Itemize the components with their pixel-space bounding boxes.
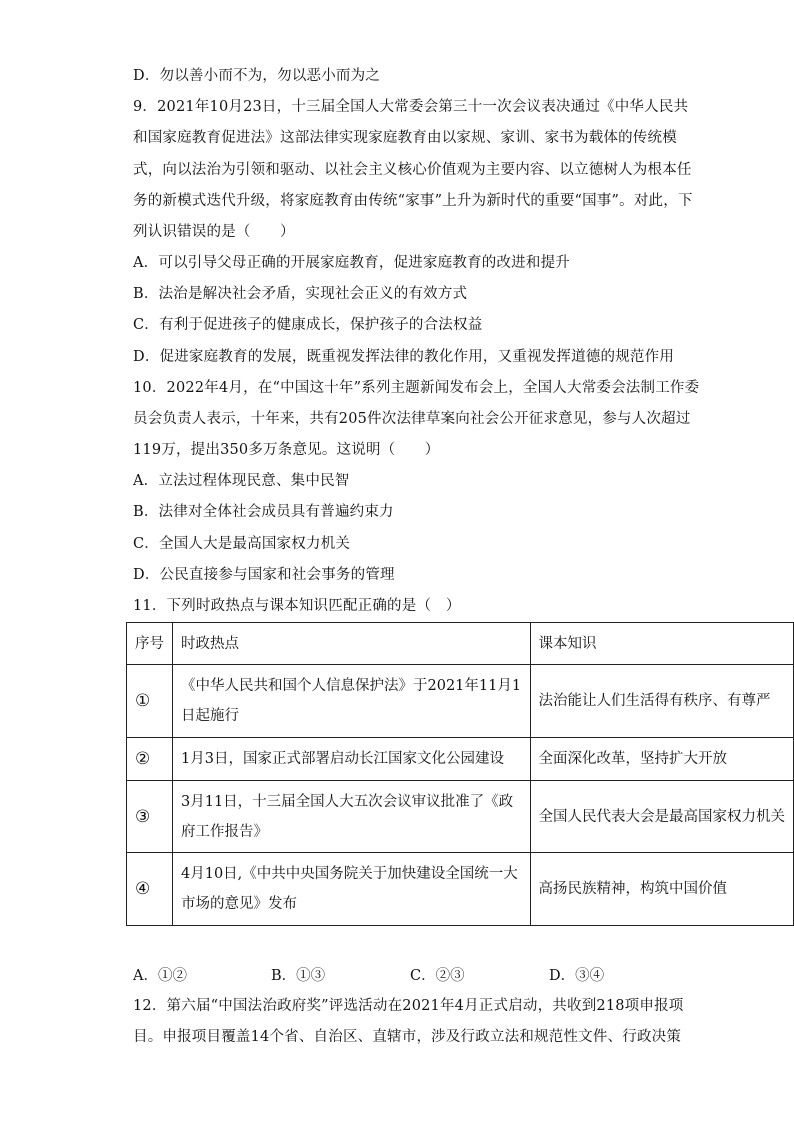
row-knowledge: 全国人民代表大会是最高国家权力机关 [530,781,794,853]
row-knowledge: 法治能让人们生活得有秩序、有尊严 [530,665,794,738]
header-event: 时政热点 [173,623,531,665]
table-header-row [127,623,794,665]
q9-option-b: B．法治是解决社会矛盾，实现社会正义的有效方式 [133,286,468,302]
q9-stem-line: 务的新模式迭代升级，将家庭教育由传统“家事”上升为新时代的重要“国事”。对此，下 [133,193,693,209]
table-row [127,665,794,738]
table-row [127,738,794,781]
q10-option-a: A．立法过程体现民意、集中民智 [133,473,350,489]
q9-stem-line: 和国家庭教育促进法》这部法律实现家庭教育由以家规、家训、家书为载体的传统模 [133,130,677,146]
q12-stem-line: 目。申报项目覆盖14个省、自治区、直辖市，涉及行政立法和规范性文件、行政决策 [133,1029,682,1045]
q11-option-a: A．①② [133,968,187,984]
q9-option-a: A．可以引导父母正确的开展家庭教育，促进家庭教育的改进和提升 [133,255,570,271]
q12-stem-line: 12．第六届“中国法治政府奖”评选活动在2021年4月正式启动，共收到218项申报项 [133,998,684,1014]
q10-stem-line: 10．2022年4月，在“中国这十年”系列主题新闻发布会上，全国人大常委会法制工作委 [133,380,700,396]
table-row [127,781,794,853]
table-row [127,853,794,926]
row-knowledge: 全面深化改革，坚持扩大开放 [530,738,794,781]
q11-table [126,622,794,926]
q10-option-b: B．法律对全体社会成员具有普遍约束力 [133,504,394,520]
q11-option-b: B．①③ [271,968,326,984]
row-event: 1月3日，国家正式部署启动长江国家文化公园建设 [173,738,531,781]
q9-option-d: D．促进家庭教育的发展，既重视发挥法律的教化作用，又重视发挥道德的规范作用 [133,349,675,365]
q9-stem-line: 9．2021年10月23日，十三届全国人大常委会第三十一次会议表决通过《中华人民共 [133,99,689,115]
row-number: ① [127,665,173,738]
header-number: 序号 [127,623,173,665]
q9-stem-line: 列认识错误的是（ ） [133,224,295,240]
q9-option-c: C．有利于促进孩子的健康成长，保护孩子的合法权益 [133,317,483,333]
q11-stem: 11．下列时政热点与课本知识匹配正确的是（ ） [133,598,461,614]
q10-stem-line: 员会负责人表示，十年来，共有205件次法律草案向社会公开征求意见，参与人次超过 [133,411,691,427]
q10-option-d: D．公民直接参与国家和社会事务的管理 [133,567,395,583]
q8-option-d: D．勿以善小而不为，勿以恶小而为之 [133,68,381,84]
q11-options [133,964,604,985]
q11-option-d: D．③④ [549,968,605,984]
row-number: ④ [127,853,173,926]
row-number: ② [127,738,173,781]
q9-stem-line: 式，向以法治为引领和驱动、以社会主义核心价值观为主要内容、以立德树人为根本任 [133,162,692,178]
row-event: 4月10日,《中共中央国务院关于加快建设全国统一大市场的意见》发布 [173,853,531,926]
header-knowledge: 课本知识 [530,623,794,665]
row-knowledge: 高扬民族精神，构筑中国价值 [530,853,794,926]
row-event: 《中华人民共和国个人信息保护法》于2021年11月1日起施行 [173,665,531,738]
row-event: 3月11日，十三届全国人大五次会议审议批准了《政府工作报告》 [173,781,531,853]
row-number: ③ [127,781,173,853]
q11-option-c: C．②③ [410,968,465,984]
q10-option-c: C．全国人大是最高国家权力机关 [133,536,351,552]
q10-stem-line: 119万，提出350多万条意见。这说明（ ） [133,442,440,458]
